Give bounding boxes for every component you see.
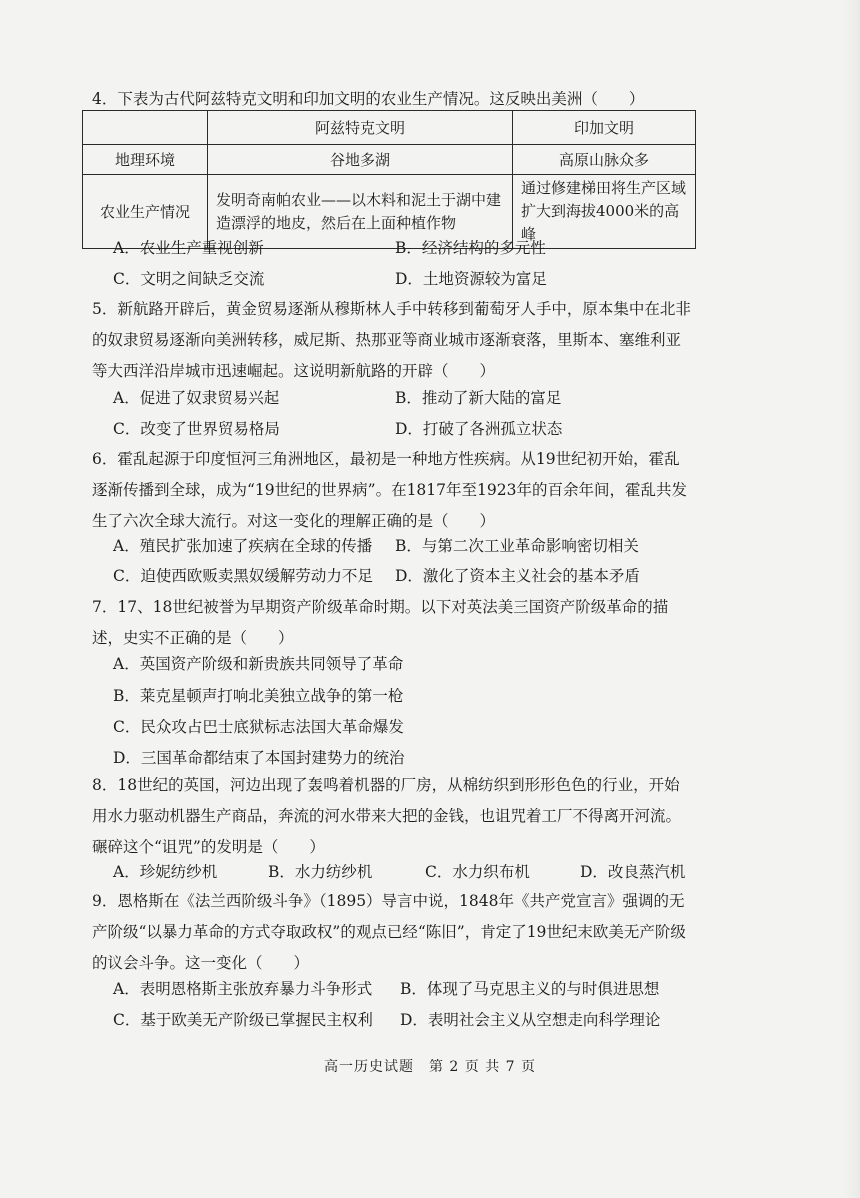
q7-option-a[interactable]: A．英国资产阶级和新贵族共同领导了革命 [113,655,404,673]
q5-option-a[interactable]: A．促进了奴隶贸易兴起 [113,389,280,407]
q7-option-d[interactable]: D．三国革命都结束了本国封建势力的统治 [113,749,405,767]
q5-option-b[interactable]: B．推动了新大陆的富足 [395,389,562,407]
question-4-stem: 4．下表为古代阿兹特克文明和印加文明的农业生产情况。这反映出美洲（ ） [92,90,645,108]
q4-option-d[interactable]: D．土地资源较为富足 [395,270,547,288]
q6-option-d[interactable]: D．激化了资本主义社会的基本矛盾 [395,567,640,585]
q7-option-b[interactable]: B．莱克星顿声打响北美独立战争的第一枪 [113,687,404,705]
q8-option-b[interactable]: B．水力纺纱机 [268,863,373,881]
q8-option-c[interactable]: C．水力织布机 [425,863,530,881]
q5-option-c[interactable]: C．改变了世界贸易格局 [113,420,280,438]
q9-option-b[interactable]: B．体现了马克思主义的与时俱进思想 [400,980,660,998]
table-row-label-agriculture: 农业生产情况 [83,175,208,249]
table-header-aztec: 阿兹特克文明 [208,111,513,145]
table-cell-aztec-agriculture: 发明奇南帕农业——以木料和泥土于湖中建造漂浮的地皮，然后在上面种植作物 [208,175,513,249]
q9-option-a[interactable]: A．表明恩格斯主张放弃暴力斗争形式 [113,980,373,998]
q5-option-d[interactable]: D．打破了各洲孤立状态 [395,420,563,438]
table-row-label-geography: 地理环境 [83,145,208,175]
table-cell-inca-agriculture: 通过修建梯田将生产区域扩大到海拔4000米的高峰 [513,175,696,249]
question-6-stem: 6．霍乱起源于印度恒河三角洲地区，最初是一种地方性疾病。从19世纪初开始，霍乱逐渐传播到全球，成为“19世纪的世界病”。在1817年至1923年的百余年间，霍乱共发生了六次全球大流行。对这一变化的理解正确的是（ ） [92,450,687,530]
q6-option-a[interactable]: A．殖民扩张加速了疾病在全球的传播 [113,537,373,555]
table-header-empty [83,111,208,145]
q4-option-c[interactable]: C．文明之间缺乏交流 [113,270,265,288]
question-5-stem: 5．新航路开辟后，黄金贸易逐渐从穆斯林人手中转移到葡萄牙人手中，原本集中在北非的奴隶贸易逐渐向美洲转移，威尼斯、热那亚等商业城市逐渐衰落，里斯本、塞维利亚等大西洋沿岸城市迅速崛起。这说明新航路的开辟（ ） [92,300,691,380]
question-8-stem: 8．18世纪的英国，河边出现了轰鸣着机器的厂房，从棉纺织到形形色色的行业，开始用水力驱动机器生产商品，奔流的河水带来大把的金钱，也诅咒着工厂不得离开河流。碾碎这个“诅咒”的发明是（ ） [92,776,682,856]
q7-option-c[interactable]: C．民众攻占巴士底狱标志法国大革命爆发 [113,718,404,736]
question-9-stem: 9．恩格斯在《法兰西阶级斗争》（1895）导言中说，1848年《共产党宣言》强调的无产阶级“以暴力革命的方式夺取政权”的观点已经“陈旧”，肯定了19世纪末欧美无产阶级的议会斗争。这一变化（ ） [92,892,686,972]
q4-option-a[interactable]: A．农业生产重视创新 [113,239,264,257]
page-footer: 高一历史试题 第 2 页 共 7 页 [323,1059,537,1075]
question-7-stem: 7．17、18世纪被誉为早期资产阶级革命时期。以下对英法美三国资产阶级革命的描述，史实不正确的是（ ） [92,598,669,647]
q8-option-d[interactable]: D．改良蒸汽机 [580,863,686,881]
question-4-table [82,110,696,249]
q4-option-b[interactable]: B．经济结构的多元性 [395,239,546,257]
q6-option-b[interactable]: B．与第二次工业革命影响密切相关 [395,537,639,555]
table-cell-aztec-geography: 谷地多湖 [208,145,513,175]
q6-option-c[interactable]: C．迫使西欧贩卖黑奴缓解劳动力不足 [113,567,373,585]
q9-option-c[interactable]: C．基于欧美无产阶级已掌握民主权利 [113,1011,373,1029]
q9-option-d[interactable]: D．表明社会主义从空想走向科学理论 [400,1011,661,1029]
table-cell-inca-geography: 高原山脉众多 [513,145,696,175]
q8-option-a[interactable]: A．珍妮纺纱机 [113,863,218,881]
table-header-inca: 印加文明 [513,111,696,145]
scan-edge-shadow [842,0,860,1198]
